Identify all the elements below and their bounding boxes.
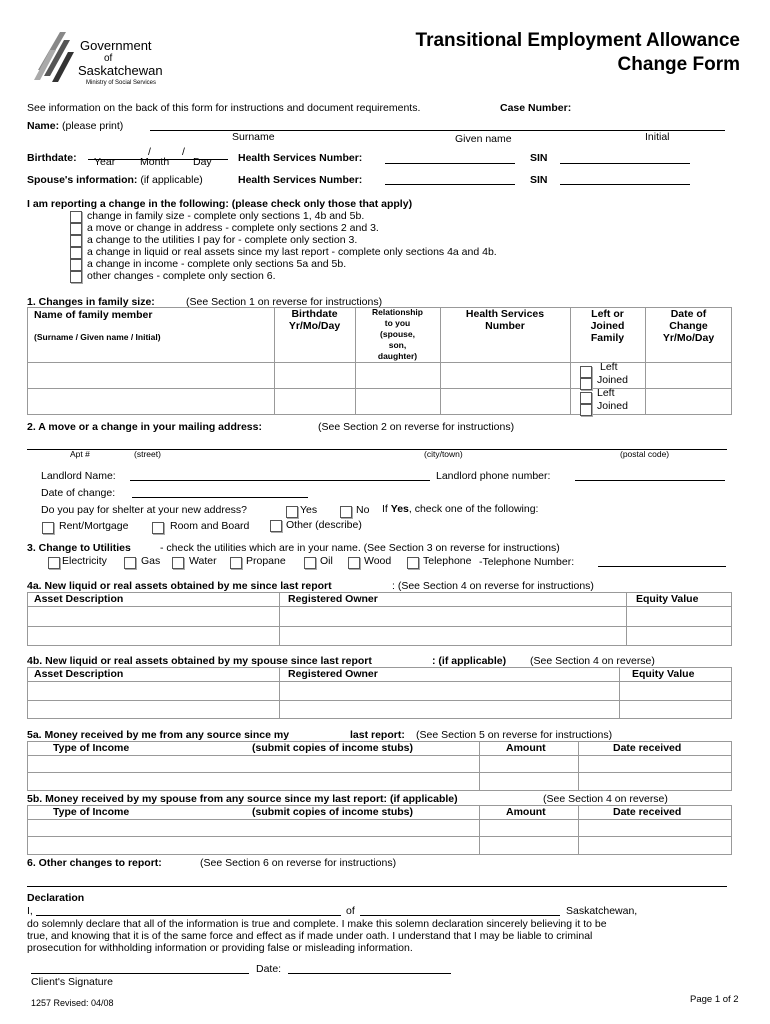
declaration-text: do solemnly declare that all of the information is true and complete. I make this solemn declaration sincerely believing it to be bbox=[27, 918, 607, 930]
if-yes-suffix: , check one of the following: bbox=[408, 503, 539, 515]
section4a-title: 4a. New liquid or real assets obtained by me since last report bbox=[27, 580, 332, 592]
form-number: 1257 Revised: 04/08 bbox=[31, 998, 114, 1008]
surname-label: Surname bbox=[232, 131, 275, 143]
other-label: Other (describe) bbox=[286, 519, 362, 531]
left-checkbox[interactable] bbox=[580, 392, 592, 404]
declarant-location-field[interactable] bbox=[360, 915, 560, 916]
left-label: Left bbox=[597, 387, 615, 399]
signature-label: Client's Signature bbox=[31, 976, 113, 988]
col-income-stubs: (submit copies of income stubs) bbox=[252, 742, 414, 754]
section5a-title: 5a. Money received by me from any source since my bbox=[27, 729, 290, 741]
name-label: Name: bbox=[27, 120, 60, 132]
assets-table-4b bbox=[27, 667, 732, 719]
spouse-hsn-field[interactable] bbox=[385, 184, 515, 185]
hsn-field[interactable] bbox=[385, 163, 515, 164]
col-left-joined: Joined bbox=[590, 320, 625, 332]
water-checkbox[interactable] bbox=[172, 557, 184, 569]
reporting-heading: I am reporting a change in the following: (please check only those that apply) bbox=[27, 198, 413, 210]
landlord-phone-label: Landlord phone number: bbox=[436, 470, 551, 482]
telephone-checkbox[interactable] bbox=[407, 557, 419, 569]
col-name-sub: (Surname / Given name / Initial) bbox=[34, 332, 161, 342]
apt-label: Apt # bbox=[70, 449, 90, 459]
section6-note: (See Section 6 on reverse for instructions) bbox=[200, 857, 397, 869]
col-relationship: (spouse, bbox=[380, 329, 415, 339]
declarant-name-field[interactable] bbox=[36, 915, 341, 916]
spouse-sin-field[interactable] bbox=[560, 184, 690, 185]
yes-label: Yes bbox=[300, 504, 318, 516]
hsn-label: Health Services Number: bbox=[238, 152, 363, 164]
logo-saskatchewan: Saskatchewan bbox=[78, 63, 163, 78]
reporting-checkbox[interactable] bbox=[70, 247, 82, 259]
logo-ministry: Ministry of Social Services bbox=[86, 80, 157, 86]
telephone-number-label: -Telephone Number: bbox=[479, 556, 575, 568]
spouse-label: Spouse's information: bbox=[27, 174, 138, 186]
section1-title: 1. Changes in family size: bbox=[27, 296, 155, 308]
col-left-joined: Family bbox=[590, 332, 625, 344]
logo-government: Government bbox=[80, 38, 152, 53]
declaration-i: I, bbox=[27, 905, 33, 917]
rent-label: Rent/Mortgage bbox=[59, 520, 129, 532]
rent-checkbox[interactable] bbox=[42, 522, 54, 534]
date-label: Date: bbox=[256, 963, 282, 975]
left-label: Left bbox=[600, 361, 618, 373]
day-label: Day bbox=[193, 156, 212, 168]
section6-title: 6. Other changes to report: bbox=[27, 857, 162, 869]
joined-label: Joined bbox=[597, 374, 628, 386]
col-equity-value: Equity Value bbox=[632, 668, 695, 680]
section5b-title: 5b. Money received by my spouse from any source since my last report: (if applicable) bbox=[27, 793, 458, 805]
case-number-label: Case Number: bbox=[500, 102, 572, 114]
oil-checkbox[interactable] bbox=[304, 557, 316, 569]
room-board-label: Room and Board bbox=[170, 520, 250, 532]
section4a-note: : (See Section 4 on reverse for instructions) bbox=[392, 580, 594, 592]
spouse-hint: (if applicable) bbox=[140, 174, 203, 186]
intro-instructions: See information on the back of this form for instructions and document requirements. bbox=[27, 102, 421, 114]
col-relationship: daughter) bbox=[377, 351, 418, 361]
col-type-income: Type of Income bbox=[53, 806, 130, 818]
landlord-field[interactable] bbox=[130, 480, 430, 481]
shelter-yes-checkbox[interactable] bbox=[286, 506, 298, 518]
col-type-income: Type of Income bbox=[53, 742, 130, 754]
month-label: Month bbox=[140, 156, 170, 168]
reporting-option: a change to the utilities I pay for - complete only section 3. bbox=[87, 234, 358, 246]
section2-title: 2. A move or a change in your mailing address: bbox=[27, 421, 262, 433]
year-label: Year bbox=[94, 156, 116, 168]
col-asset-description: Asset Description bbox=[34, 593, 124, 605]
col-left-joined: Left or bbox=[591, 308, 624, 320]
col-relationship: Relationship bbox=[371, 307, 423, 317]
sin-field[interactable] bbox=[560, 163, 690, 164]
date-change-field[interactable] bbox=[132, 497, 308, 498]
col-name: Name of family member bbox=[34, 309, 153, 321]
form-title: Transitional Employment Allowance bbox=[415, 30, 740, 51]
spouse-sin-label: SIN bbox=[530, 174, 548, 186]
birthdate-slash: / bbox=[148, 146, 151, 158]
wood-label: Wood bbox=[364, 555, 392, 567]
date-change-label: Date of change: bbox=[41, 487, 116, 499]
postal-label: (postal code) bbox=[620, 449, 670, 459]
initial-label: Initial bbox=[645, 131, 670, 143]
if-yes-bold: Yes bbox=[390, 503, 409, 515]
reporting-option: a move or change in address - complete only sections 2 and 3. bbox=[87, 222, 379, 234]
section4b-note: (See Section 4 on reverse) bbox=[530, 655, 655, 667]
col-amount: Amount bbox=[506, 806, 546, 818]
landlord-label: Landlord Name: bbox=[41, 470, 116, 482]
shelter-no-checkbox[interactable] bbox=[340, 506, 352, 518]
col-asset-description: Asset Description bbox=[34, 668, 124, 680]
gas-label: Gas bbox=[141, 555, 161, 567]
signature-field[interactable] bbox=[31, 973, 249, 974]
street-label: (street) bbox=[134, 449, 161, 459]
electricity-checkbox[interactable] bbox=[48, 557, 60, 569]
birthdate-slash: / bbox=[182, 146, 185, 158]
section5a-title-end: last report: bbox=[350, 729, 405, 741]
landlord-phone-field[interactable] bbox=[575, 480, 725, 481]
reporting-option: a change in liquid or real assets since my last report - complete only sections 4a and 4b. bbox=[87, 246, 497, 258]
section2-note: (See Section 2 on reverse for instructions) bbox=[318, 421, 515, 433]
if-yes-prefix: If bbox=[382, 503, 388, 515]
reporting-option: a change in income - complete only sections 5a and 5b. bbox=[87, 258, 347, 270]
joined-checkbox[interactable] bbox=[580, 404, 592, 416]
col-date-received: Date received bbox=[613, 742, 682, 754]
section3-title: 3. Change to Utilities bbox=[27, 542, 131, 554]
left-checkbox[interactable] bbox=[580, 366, 592, 378]
col-amount: Amount bbox=[506, 742, 546, 754]
other-checkbox[interactable] bbox=[270, 520, 282, 532]
section3-note: - check the utilities which are in your name. (See Section 3 on reverse for instructions) bbox=[160, 542, 560, 554]
declaration-province: Saskatchewan, bbox=[566, 905, 638, 917]
col-birthdate-format: Yr/Mo/Day bbox=[288, 320, 341, 332]
city-label: (city/town) bbox=[424, 449, 463, 459]
oil-label: Oil bbox=[320, 555, 333, 567]
telephone-label: Telephone bbox=[423, 555, 472, 567]
col-hsn: Number bbox=[485, 320, 525, 332]
no-label: No bbox=[356, 504, 370, 516]
declaration-title: Declaration bbox=[27, 892, 85, 904]
reporting-checkbox[interactable] bbox=[70, 211, 82, 223]
form-subtitle: Change Form bbox=[617, 54, 740, 75]
section1-note: (See Section 1 on reverse for instructions) bbox=[186, 296, 383, 308]
room-board-checkbox[interactable] bbox=[152, 522, 164, 534]
declaration-of: of bbox=[346, 905, 355, 917]
logo-of: of bbox=[104, 53, 113, 64]
declaration-text: true, and knowing that it is of the same force and effect as if made under oath. I understand that I may be liable to criminal bbox=[27, 930, 593, 942]
reporting-checkbox[interactable] bbox=[70, 271, 82, 283]
section5a-note: (See Section 5 on reverse for instructions) bbox=[416, 729, 613, 741]
saskatchewan-logo-icon bbox=[30, 30, 74, 86]
col-date-change: Yr/Mo/Day bbox=[662, 332, 715, 344]
page-number: Page 1 of 2 bbox=[690, 994, 739, 1005]
section5b-note: (See Section 4 on reverse) bbox=[543, 793, 668, 805]
reporting-checkbox[interactable] bbox=[70, 235, 82, 247]
electricity-label: Electricity bbox=[62, 555, 107, 567]
reporting-checkbox[interactable] bbox=[70, 223, 82, 235]
col-date-change: Change bbox=[669, 320, 708, 332]
joined-label: Joined bbox=[597, 400, 628, 412]
telephone-number-field[interactable] bbox=[598, 566, 726, 567]
propane-label: Propane bbox=[246, 555, 286, 567]
sin-label: SIN bbox=[530, 152, 548, 164]
col-date-change: Date of bbox=[670, 308, 707, 320]
col-registered-owner: Registered Owner bbox=[288, 593, 378, 605]
spouse-hsn-label: Health Services Number: bbox=[238, 174, 363, 186]
col-income-stubs: (submit copies of income stubs) bbox=[252, 806, 414, 818]
joined-checkbox[interactable] bbox=[580, 378, 592, 390]
col-date-received: Date received bbox=[613, 806, 682, 818]
name-hint: (please print) bbox=[62, 120, 124, 132]
water-label: Water bbox=[189, 555, 217, 567]
reporting-option: other changes - complete only section 6. bbox=[87, 270, 276, 282]
section4b-title: 4b. New liquid or real assets obtained by my spouse since last report bbox=[27, 655, 372, 667]
other-changes-field[interactable] bbox=[27, 886, 727, 887]
shelter-question: Do you pay for shelter at your new address? bbox=[41, 504, 248, 516]
reporting-option: change in family size - complete only sections 1, 4b and 5b. bbox=[87, 210, 365, 222]
col-hsn: Health Services bbox=[465, 308, 545, 320]
col-relationship: to you bbox=[384, 318, 411, 328]
birthdate-label: Birthdate: bbox=[27, 152, 77, 164]
gas-checkbox[interactable] bbox=[124, 557, 136, 569]
reporting-checkbox[interactable] bbox=[70, 259, 82, 271]
wood-checkbox[interactable] bbox=[348, 557, 360, 569]
declaration-text: prosecution for withholding information or providing false or misleading information. bbox=[27, 942, 413, 954]
col-relationship: son, bbox=[388, 340, 407, 350]
section4b-applicable: : (if applicable) bbox=[432, 655, 507, 667]
col-birthdate: Birthdate bbox=[291, 308, 338, 320]
date-field[interactable] bbox=[288, 973, 451, 974]
col-registered-owner: Registered Owner bbox=[288, 668, 378, 680]
given-name-label: Given name bbox=[455, 133, 512, 145]
col-equity-value: Equity Value bbox=[636, 593, 699, 605]
propane-checkbox[interactable] bbox=[230, 557, 242, 569]
